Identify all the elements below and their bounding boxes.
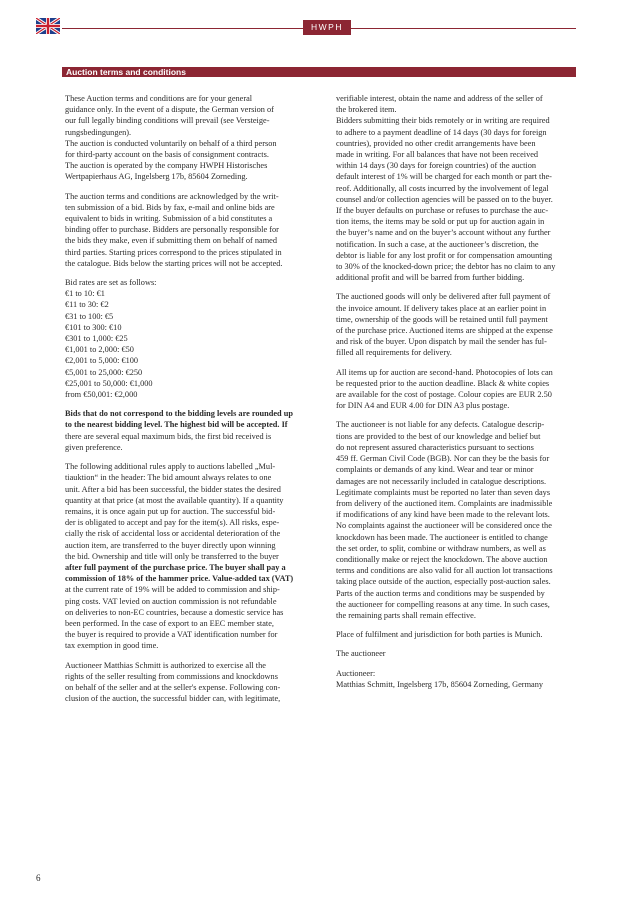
paragraph [65,660,319,705]
text-line: Matthias Schmitt, Ingelsberg 17b, 85604 Zorneding, Germany [336,679,544,689]
paragraph [336,419,592,621]
text-line: at the current rate of 19% will be added to commission and ship- [65,585,280,595]
text-line: remains, it is once again put up for auction. The successful bid- [65,506,276,516]
text-line: taking place outside of the auction, especially post-auction sales. [336,577,551,587]
text-line: filled all requirements for delivery. [336,348,452,358]
text-line: Bidders submitting their bids remotely or in writing are required [336,116,550,126]
text-line: Bids that do not correspond to the bidding levels are rounded up [65,409,293,419]
text-line: the catalogue. Bids below the starting prices will not be accepted. [65,258,283,268]
text-line: given preference. [65,442,123,452]
text-line: after full payment of the purchase price. The buyer shall pay a [65,562,286,572]
paragraph [336,291,592,358]
text-line: to the nearest bidding level. The highest bid will be accepted. If [65,420,288,430]
paragraph [336,629,592,640]
text-line: third parties. Starting prices correspond to the prices stipulated in [65,247,282,257]
text-line: unit. After a bid has been successful, the bidder states the desired [65,484,281,494]
text-line: damages are not necessarily included in catalogue descriptions. [336,476,547,486]
text-line: cially the risk of accidental loss or accidental deterioration of the [65,529,281,539]
text-line: 459 ff. German Civil Code (BGB). Nor can they be the basis for [336,454,550,464]
text-line: €25,001 to 50,000: €1,000 [65,378,153,388]
paragraph [65,191,319,269]
text-line: The auction is conducted voluntarily on behalf of a third person [65,138,277,148]
text-line: The auctioneer is not liable for any defects. Catalogue descrip- [336,420,545,430]
text-line: the brokered item. [336,105,397,115]
paragraph [65,277,319,400]
text-line: €11 to 30: €2 [65,300,109,310]
text-line: ten submission of a bid. Bids by fax, e-mail and online bids are [65,202,275,212]
text-line: our full legally binding conditions will prevail (see Versteige- [65,116,270,126]
text-line: from €50,001: €2,000 [65,390,138,400]
text-line: €1,001 to 2,000: €50 [65,345,134,355]
text-line: do not represent assured characteristics pursuant to sections [336,442,534,452]
text-line: the bids they make, even if submitting them on behalf of named [65,236,277,246]
paragraph [336,93,592,283]
text-line: The auction is operated by the company HWPH Historisches [65,161,268,171]
text-line: conditionally make or reject the knockdown. The above auction [336,554,548,564]
text-line: The auction terms and conditions are acknowledged by the writ- [65,191,279,201]
text-line: The following additional rules apply to auctions labelled „Mul- [65,462,276,472]
text-line: the invoice amount. If delivery takes place at an earlier point in [336,303,547,313]
text-line: knockdown has been made. The auctioneer is entitled to change [336,532,548,542]
text-line: the buyer is required to provide a VAT identification number for [65,630,278,640]
brand-logo: HWPH [303,20,351,35]
text-line: guidance only. In the event of a dispute, the German version of [65,105,274,115]
paragraph [336,668,592,690]
text-line: on deliveries to non-EC countries, because a domestic service has [65,607,284,617]
text-line: Auctioneer: [336,668,376,678]
section-title: Auction terms and conditions [66,67,186,77]
text-line: of the purchase price. Auctioned items are shipped at the expense [336,326,553,336]
text-line: These Auction terms and conditions are for your general [65,94,253,103]
text-line: ping costs. VAT levied on auction commission is not refundable [65,596,277,606]
text-line: No complaints against the auctioneer will be considered once the [336,521,552,531]
text-line: complaints or demands of any kind. Wear and tear or minor [336,465,534,475]
text-line: from delivery of the auctioned item. Complaints are inadmissible [336,498,553,508]
text-line: Legitimate complaints must be reported no later than seven days [336,487,551,497]
paragraph [65,461,319,651]
text-line: to 30% of the knocked-down price; the debtor has no claim to any [336,262,556,272]
text-line: tions are provided to the best of our knowledge and belief but [336,431,541,441]
text-line: €301 to 1,000: €25 [65,334,128,344]
text-line: additional profit and will be barred from further bidding. [336,273,525,283]
text-line: the set order, to split, combine or withdraw numbers, as well as [336,543,546,553]
right-column [336,93,592,698]
text-line: The auctioneer [336,649,386,659]
text-line: time, ownership of the goods will be retained until full payment [336,314,548,324]
text-line: €31 to 100: €5 [65,311,114,321]
text-line: der is obligated to accept and pay for the item(s). All risks, espe- [65,518,280,528]
text-line: €101 to 300: €10 [65,322,122,332]
text-line: Wertpapierhaus AG, Ingelsberg 17b, 85604 Zorneding. [65,172,248,182]
text-line: binding offer to purchase. Bidders are personally responsible for [65,225,279,235]
text-line: countries), provided no other credit arrangements have been [336,138,536,148]
paragraph [65,93,319,183]
text-line: counsel and/or collection agencies will be passed on to the buyer. [336,194,553,204]
text-line: Place of fulfilment and jurisdiction for both parties is Munich. [336,630,543,640]
text-line: default interest of 1% will be charged for each month or part the- [336,172,552,182]
text-line: there are several equal maximum bids, the first bid received is [65,431,272,441]
text-line: Bid rates are set as follows: [65,278,157,288]
text-line: quantity at that price (at most the available quantity). If a quantity [65,495,284,505]
paragraph [336,367,592,412]
text-line: reof. Additionally, all costs incurred by the involvement of legal [336,183,549,193]
text-line: on behalf of the seller and at the seller's expense. Following con- [65,682,281,692]
text-line: terms and conditions are also valid for all auction lot transactions [336,566,553,576]
text-line: verifiable interest, obtain the name and address of the seller of [336,94,543,103]
text-line: All items up for auction are second-hand. Photocopies of lots can [336,367,553,377]
text-line: equivalent to bids in writing. Submission of a bid constitutes a [65,214,273,224]
text-line: €5,001 to 25,000: €250 [65,367,143,377]
text-line: the auctioneer for compelling reasons at any time. In such cases, [336,599,550,609]
text-line: notification. In such a case, at the auctioneer’s discretion, the [336,239,539,249]
text-line: auction item, are transferred to the buyer directly upon winning [65,540,276,550]
text-line: Auctioneer Matthias Schmitt is authorized to exercise all the [65,660,266,670]
text-line: if modifications of any kind have been made to the relevant lots. [336,510,550,520]
text-line: tion items, the items may be sold or put up for auction again in [336,217,545,227]
text-line: If the buyer defaults on purchase or refuses to purchase the auc- [336,206,549,216]
uk-flag-icon [36,18,60,34]
text-line: rights of the seller resulting from commissions and knockdowns [65,671,278,681]
text-line: Parts of the auction terms and conditions may be suspended by [336,588,545,598]
paragraph [65,408,319,453]
text-line: the bid. Ownership and title will only be transferred to the buyer [65,551,279,561]
text-line: made in writing. For all balances that have not been received [336,150,539,160]
text-line: been performed. In the case of export to an EEC member state, [65,618,274,628]
text-line: be requested prior to the auction deadline. Black & white copies [336,378,550,388]
text-line: clusion of the auction, the successful bidder can, with legitimate, [65,694,281,704]
paragraph [336,648,592,659]
page-number: 6 [36,873,41,883]
text-line: within 14 days (30 days for foreign countries) of the auction [336,161,536,171]
text-line: tiauktion“ in the header: The bid amount always relates to one [65,473,272,483]
text-line: the remaining parts shall remain effective. [336,610,476,620]
text-line: debtor is liable for any lost profit or for compensation amounting [336,250,553,260]
text-line: commission of 18% of the hammer price. Value-added tax (VAT) [65,574,294,584]
text-line: €2,001 to 5,000: €100 [65,356,139,366]
text-line: for third-party account on the basis of consignment contracts. [65,150,269,160]
text-line: to adhere to a payment deadline of 14 days (30 days for foreign [336,127,547,137]
left-column [65,93,319,712]
text-line: are available for the cost of postage. Colour copies are EUR 2.50 [336,390,552,400]
text-line: The auctioned goods will only be delivered after full payment of [336,292,551,302]
text-line: for DIN A4 and EUR 4.00 for DIN A3 plus postage. [336,401,510,411]
text-line: and risk of the buyer. Upon dispatch by mail the sender has ful- [336,337,547,347]
text-line: tax exemption in good time. [65,641,159,651]
text-line: rungsbedingungen). [65,127,132,137]
text-line: €1 to 10: €1 [65,289,105,299]
text-line: the buyer’s name and on the buyer’s account without any further [336,228,551,238]
